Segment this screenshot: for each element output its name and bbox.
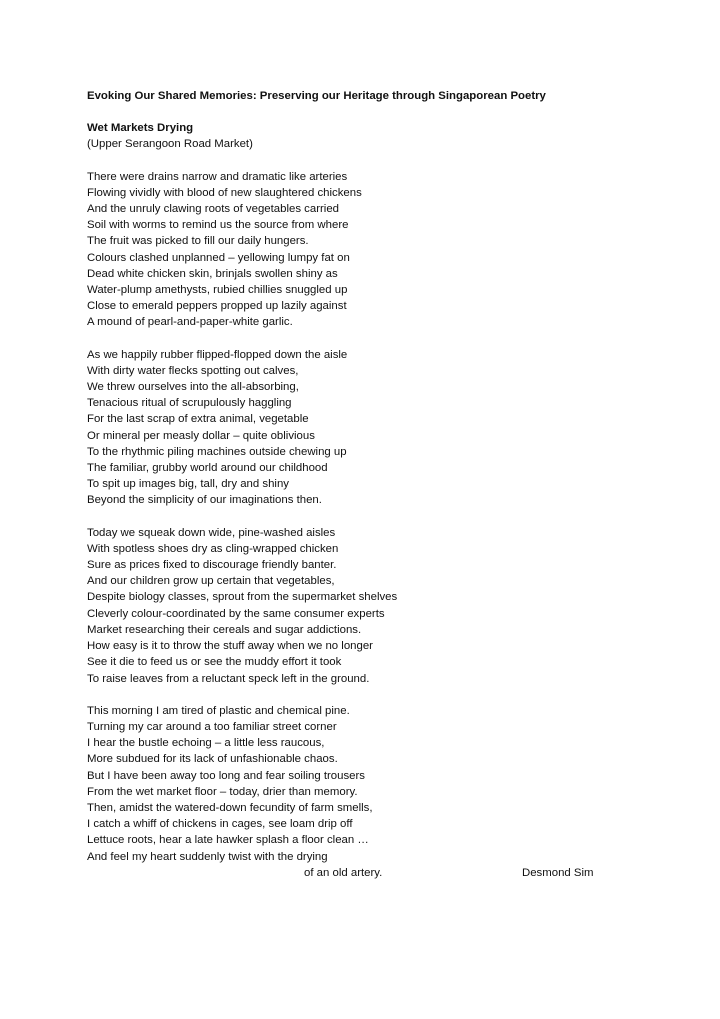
poem-line: And the unruly clawing roots of vegetables carried	[87, 203, 340, 216]
poem-line: Market researching their cereals and sugar addictions.	[87, 623, 362, 636]
poem-line: Close to emerald peppers propped up lazily against	[87, 300, 347, 313]
poem-line: Today we squeak down wide, pine-washed aisles	[87, 526, 336, 539]
stanza-1	[87, 169, 647, 331]
poem-line: The familiar, grubby world around our childhood	[87, 462, 328, 475]
poem-line: I catch a whiff of chickens in cages, see loam drip off	[87, 818, 353, 831]
poem-line: The fruit was picked to fill our daily hungers.	[87, 235, 309, 248]
poem-author: Desmond Sim	[522, 866, 594, 879]
poem-title: Wet Markets Drying	[87, 122, 194, 135]
poem-line: Beyond the simplicity of our imaginations then.	[87, 494, 322, 507]
poem-line: Or mineral per measly dollar – quite oblivious	[87, 429, 315, 442]
poem-line: This morning I am tired of plastic and chemical pine.	[87, 704, 350, 717]
poem-subtitle: (Upper Serangoon Road Market)	[87, 138, 253, 151]
stanza-4	[87, 703, 647, 865]
poem-line: There were drains narrow and dramatic like arteries	[87, 170, 348, 183]
poem-line: Flowing vividly with blood of new slaughtered chickens	[87, 186, 362, 199]
poem-line: And our children grow up certain that vegetables,	[87, 575, 335, 588]
poem-line: From the wet market floor – today, drier than memory.	[87, 785, 358, 798]
poem-line: More subdued for its lack of unfashionable chaos.	[87, 753, 338, 766]
poem-line: As we happily rubber flipped-flopped down the aisle	[87, 348, 348, 361]
poem-final-line: of an old artery.	[304, 866, 383, 879]
poem-line: To spit up images big, tall, dry and shiny	[87, 478, 289, 491]
poem-line: Water-plump amethysts, rubied chillies snuggled up	[87, 284, 348, 297]
poem-line: See it die to feed us or see the muddy effort it took	[87, 656, 342, 669]
poem-line: Sure as prices fixed to discourage friendly banter.	[87, 559, 337, 572]
poem-line: How easy is it to throw the stuff away when we no longer	[87, 640, 373, 653]
poem-line: Colours clashed unplanned – yellowing lumpy fat on	[87, 251, 350, 264]
final-row	[87, 865, 647, 881]
poem-line: Dead white chicken skin, brinjals swollen shiny as	[87, 267, 338, 280]
document-page	[87, 88, 647, 881]
stanza-2	[87, 347, 647, 509]
poem-line: To raise leaves from a reluctant speck left in the ground.	[87, 672, 370, 685]
poem-line: Tenacious ritual of scrupulously haggling	[87, 397, 292, 410]
poem-line: And feel my heart suddenly twist with the drying	[87, 850, 328, 863]
poem-line: Turning my car around a too familiar street corner	[87, 720, 337, 733]
poem-line: Then, amidst the watered-down fecundity of farm smells,	[87, 801, 373, 814]
poem-line: A mound of pearl-and-paper-white garlic.	[87, 316, 293, 329]
poem-line: Soil with worms to remind us the source from where	[87, 219, 349, 232]
poem-line: For the last scrap of extra animal, vegetable	[87, 413, 309, 426]
document-header: Evoking Our Shared Memories: Preserving our Heritage through Singaporean Poetry	[87, 90, 546, 102]
poem-line: I hear the bustle echoing – a little less raucous,	[87, 737, 325, 750]
poem-line: To the rhythmic piling machines outside chewing up	[87, 445, 347, 458]
poem-line: With dirty water flecks spotting out calves,	[87, 364, 299, 377]
poem-line: Lettuce roots, hear a late hawker splash a floor clean …	[87, 834, 369, 847]
poem-line: But I have been away too long and fear soiling trousers	[87, 769, 365, 782]
poem-line: Cleverly colour-coordinated by the same consumer experts	[87, 607, 385, 620]
poem-line: We threw ourselves into the all-absorbing,	[87, 381, 299, 394]
stanza-3	[87, 525, 647, 687]
poem-line: Despite biology classes, sprout from the supermarket shelves	[87, 591, 398, 604]
poem-line: With spotless shoes dry as cling-wrapped chicken	[87, 542, 339, 555]
